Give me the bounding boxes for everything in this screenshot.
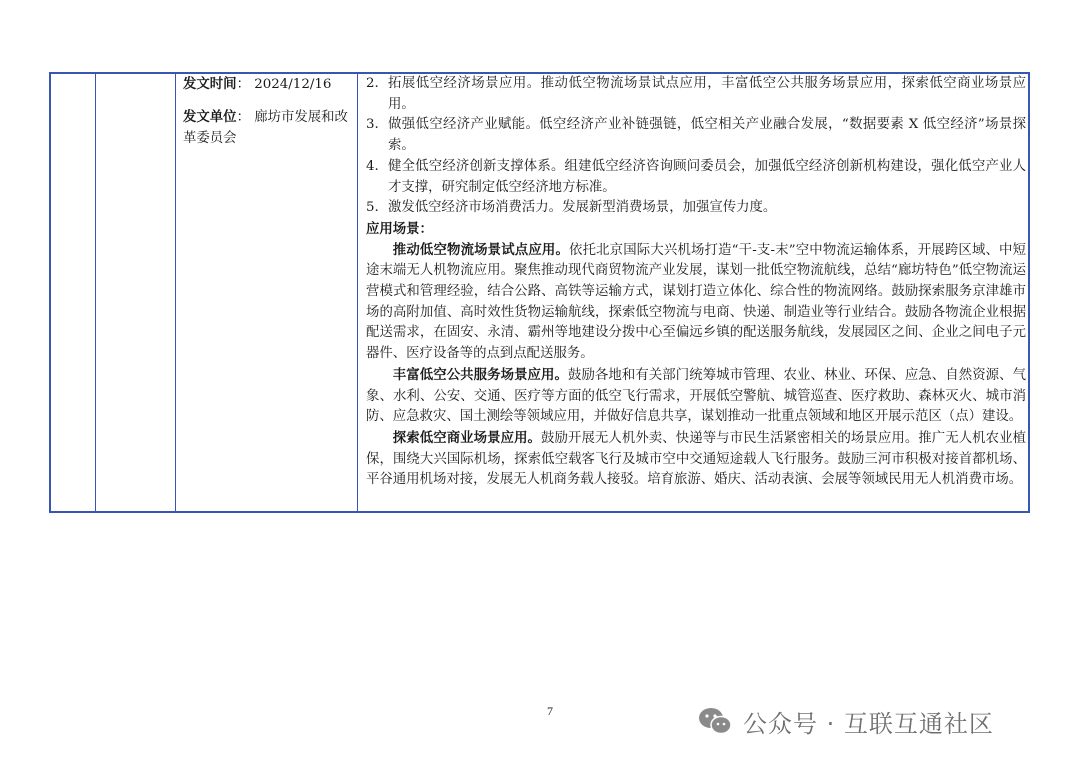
publish-unit: 发文单位： 廊坊市发展和改革委员会 bbox=[183, 109, 348, 146]
list-item: 5. 激发低空经济市场消费活力。发展新型消费场景，加强宣传力度。 bbox=[366, 200, 777, 216]
wechat-icon bbox=[697, 706, 733, 736]
list-item: 3. 做强低空经济产业赋能。低空经济产业补链强链，低空相关产业融合发展，“数据要素 X 低空经济”场景探索。 bbox=[366, 117, 1026, 154]
document-table bbox=[49, 72, 1030, 513]
meta-cell bbox=[183, 74, 358, 149]
scenario-paragraph: 探索低空商业场景应用。鼓励开展无人机外卖、快递等与市民生活紧密相关的场景应用。推广无人机农业植保，围绕大兴国际机场，探索低空载客飞行及城市空中交通短途载人飞行服务。鼓励三河市积极对接首都机场、平谷通用机场对接，发展无人机商务载人接驳。培育旅游、婚庆、活动表演、会展等领域民用无人机消费市场。 bbox=[366, 429, 1026, 488]
section-heading: 应用场景： bbox=[366, 220, 433, 237]
scenario-paragraph: 丰富低空公共服务场景应用。鼓励各地和有关部门统筹城市管理、农业、林业、环保、应急、自然资源、气象、水利、公安、交通、医疗等方面的低空飞行需求，开展低空警航、城管巡查、医疗救助、森林灭火、城市消防、应急救灾、国土测绘等领域应用，并做好信息共享，谋划推动一批重点领域和地区开展示范区（点）建设。 bbox=[366, 366, 1027, 425]
measures-list bbox=[366, 74, 1026, 219]
list-item: 2. 拓展低空经济场景应用。推动低空物流场景试点应用，丰富低空公共服务场景应用，探索低空商业场景应用。 bbox=[366, 76, 1026, 112]
column-divider bbox=[175, 74, 176, 511]
watermark bbox=[697, 701, 994, 741]
scenario-paragraph: 推动低空物流场景试点应用。依托北京国际大兴机场打造“干-支-末”空中物流运输体系，开展跨区域、中短途末端无人机物流应用。聚焦推动现代商贸物流产业发展，谋划一批低空物流航线，总结“廊坊特色”低空物流运营模式和管理经验，结合公路、高铁等运输方式，谋划打造立体化、综合性的物流网络。鼓励探索服务京津雄市场的高附加值、高时效性货物运输航线，探索低空物流与电商、快递、制造业等行业结合。鼓励各物流企业根据配送需求，在固安、永清、霸州等地建设分拨中心至偏远乡镇的配送服务航线，发展园区之间、企业之间电子元器件、医疗设备等的点到点配送服务。 bbox=[366, 241, 1026, 362]
content-cell bbox=[366, 74, 1026, 491]
page-number: 7 bbox=[547, 704, 553, 718]
list-item: 4. 健全低空经济创新支撑体系。组建低空经济咨询顾问委员会，加强低空经济创新机构建设，强化低空产业人才支撑，研究制定低空经济地方标准。 bbox=[366, 158, 1026, 195]
publish-date: 发文时间： 2024/12/16 bbox=[183, 76, 332, 92]
column-divider bbox=[95, 74, 96, 511]
watermark-text: 公众号 · 互联互通社区 bbox=[743, 709, 994, 738]
